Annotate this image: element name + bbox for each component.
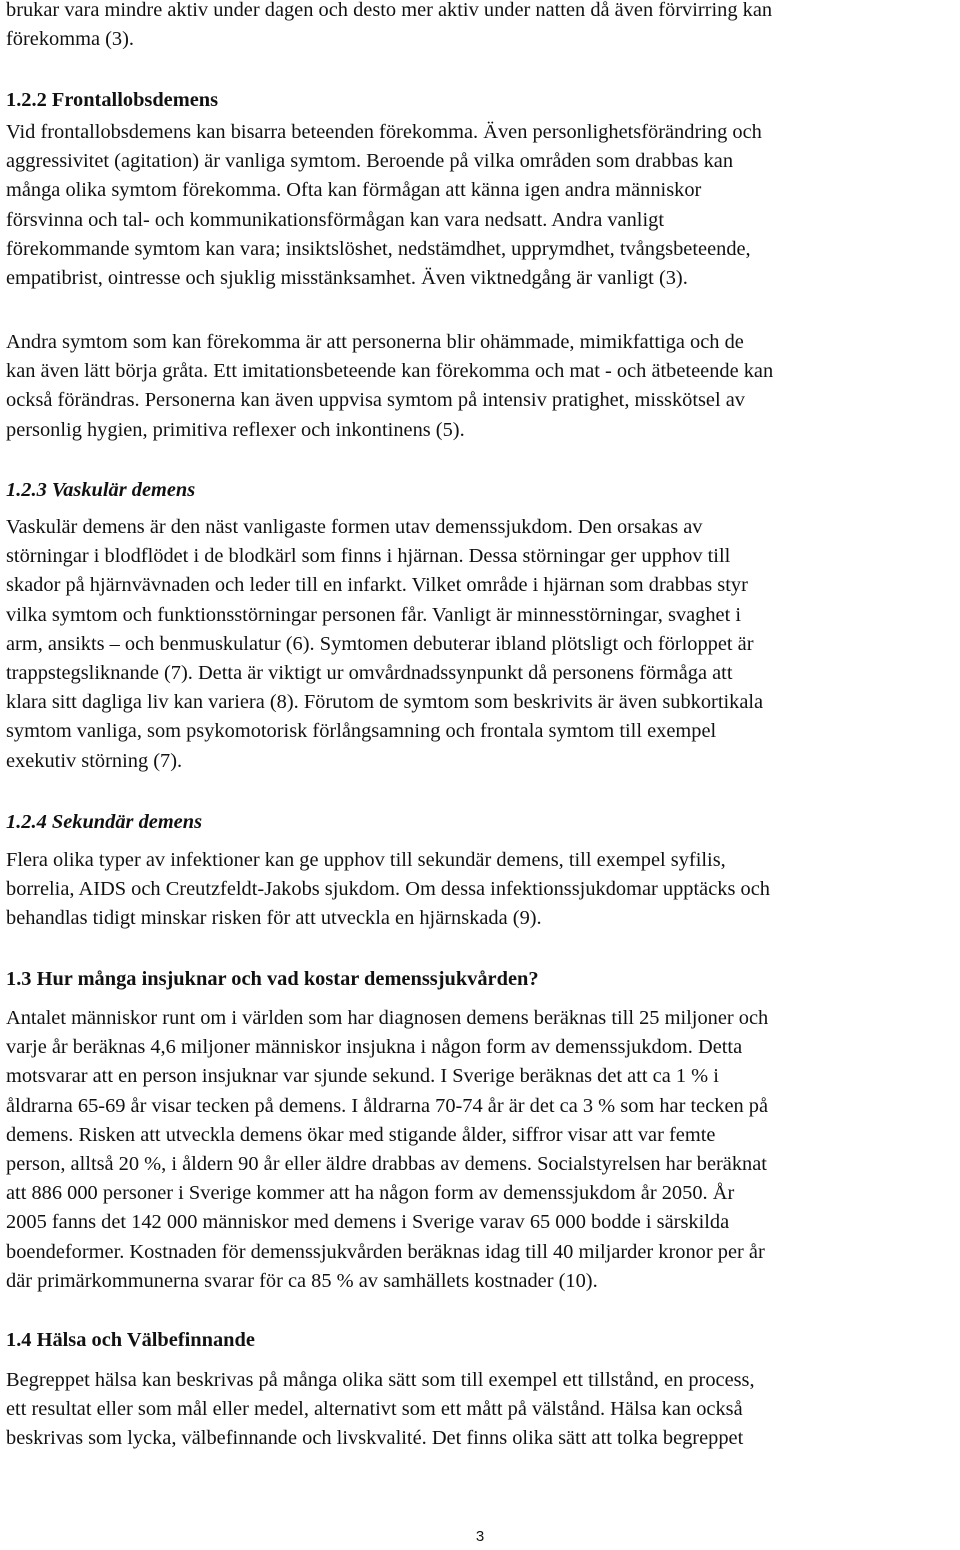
frontallob-paragraph-1	[6, 118, 956, 293]
section-heading-1-2-2: 1.2.2 Frontallobsdemens	[6, 89, 219, 111]
section-heading-1-3: 1.3 Hur många insjuknar och vad kostar demenssjukvården?	[6, 968, 539, 990]
text-line: ett resultat eller som mål eller medel, alternativt som ett mått på välstånd. Hälsa kan också	[6, 1398, 743, 1421]
frontallob-paragraph-2	[6, 328, 956, 445]
text-line: borrelia, AIDS och Creutzfeldt-Jakobs sjukdom. Om dessa infektionssjukdomar upptäcks och	[6, 878, 770, 901]
text-line: Vid frontallobsdemens kan bisarra beteenden förekomma. Även personlighetsförändring och	[6, 121, 762, 143]
text-line: förekommande symtom kan vara; insiktslöshet, nedstämdhet, upprymdhet, tvångsbeteende,	[6, 237, 751, 260]
text-line: förekomma (3).	[6, 28, 134, 51]
text-line: Vaskulär demens är den näst vanligaste formen utav demenssjukdom. Den orsakas av	[6, 516, 703, 538]
text-line: där primärkommunerna svarar för ca 85 % av samhällets kostnader (10).	[6, 1269, 598, 1292]
halsa-paragraph	[6, 1366, 956, 1454]
text-line: många olika symtom förekomma. Ofta kan förmågan att känna igen andra människor	[6, 179, 702, 202]
page-number: 3	[475, 1528, 485, 1545]
section-heading-1-4: 1.4 Hälsa och Välbefinnande	[6, 1329, 255, 1351]
text-line: 2005 fanns det 142 000 människor med demens i Sverige varav 65 000 bodde i särskilda	[6, 1211, 730, 1234]
text-line: exekutiv störning (7).	[6, 749, 183, 772]
text-line: person, alltså 20 %, i åldern 90 år eller äldre drabbas av demens. Socialstyrelsen har beräknat	[6, 1153, 767, 1176]
text-line: vilka symtom och funktionsstörningar personen får. Vanligt är minnesstörningar, svaghet i	[6, 603, 742, 626]
text-line: störningar i blodflödet i de blodkärl som finns i hjärnan. Dessa störningar ger upphov till	[6, 545, 731, 568]
text-line: Begreppet hälsa kan beskrivas på många olika sätt som till exempel ett tillstånd, en process,	[6, 1369, 755, 1391]
text-line: klara sitt dagliga liv kan variera (8). Förutom de symtom som beskrivits är även subkortikala	[6, 691, 764, 714]
prevalence-paragraph	[6, 1004, 956, 1296]
text-line: personlig hygien, primitiva reflexer och inkontinens (5).	[6, 418, 465, 441]
section-heading-1-2-3: 1.2.3 Vaskulär demens	[6, 479, 196, 501]
text-line: brukar vara mindre aktiv under dagen och desto mer aktiv under natten då även förvirring kan	[6, 0, 773, 21]
text-line: empatibrist, ointresse och sjuklig misstänksamhet. Även viktnedgång är vanligt (3).	[6, 267, 688, 290]
text-line: Andra symtom som kan förekomma är att personerna blir ohämmade, mimikfattiga och de	[6, 331, 744, 353]
text-line: åldrarna 65-69 år visar tecken på demens. I åldrarna 70-74 år är det ca 3 % som har tecken på	[6, 1094, 769, 1117]
text-line: trappstegsliknande (7). Detta är viktigt ur omvårdnadssynpunkt då personens förmåga att	[6, 662, 733, 685]
section-heading-1-2-4: 1.2.4 Sekundär demens	[6, 811, 203, 833]
text-line: boendeformer. Kostnaden för demenssjukvården beräknas idag till 40 miljarder kronor per år	[6, 1240, 765, 1263]
text-line: behandlas tidigt minskar risken för att utveckla en hjärnskada (9).	[6, 907, 542, 930]
text-line: också förändras. Personerna kan även uppvisa symtom på intensiv pratighet, misskötsel av	[6, 389, 745, 412]
text-line: motsvarar att en person insjuknar var sjunde sekund. I Sverige beräknas det att ca 1 % i	[6, 1065, 719, 1088]
text-line: aggressivitet (agitation) är vanliga symtom. Beroende på vilka områden som drabbas kan	[6, 150, 734, 173]
text-line: symtom vanliga, som psykomotorisk förlångsamning och frontala symtom till exempel	[6, 720, 717, 743]
text-line: arm, ansikts – och benmuskulatur (6). Symtomen debuterar ibland plötsligt och förloppet är	[6, 632, 754, 655]
text-line: Flera olika typer av infektioner kan ge upphov till sekundär demens, till exempel syfilis,	[6, 849, 726, 871]
text-line: skador på hjärnvävnaden och leder till en infarkt. Vilket område i hjärnan som drabbas styr	[6, 574, 748, 597]
text-line: försvinna och tal- och kommunikationsförmågan kan vara nedsatt. Andra vanligt	[6, 208, 664, 231]
text-line: demens. Risken att utveckla demens ökar med stigande ålder, siffror visar att var femte	[6, 1123, 716, 1146]
vaskular-paragraph	[6, 513, 956, 776]
sekundar-paragraph	[6, 846, 956, 934]
text-line: beskrivas som lycka, välbefinnande och livskvalité. Det finns olika sätt att tolka begreppet	[6, 1427, 744, 1450]
text-line: Antalet människor runt om i världen som har diagnosen demens beräknas till 25 miljoner och	[6, 1007, 769, 1029]
text-line: kan även lätt börja gråta. Ett imitationsbeteende kan förekomma och mat - och ätbeteende kan	[6, 360, 774, 383]
intro-paragraph	[6, 0, 956, 54]
text-line: varje år beräknas 4,6 miljoner människor insjukna i någon form av demenssjukdom. Detta	[6, 1036, 743, 1059]
text-line: att 886 000 personer i Sverige kommer att ha någon form av demenssjukdom år 2050. År	[6, 1182, 735, 1205]
